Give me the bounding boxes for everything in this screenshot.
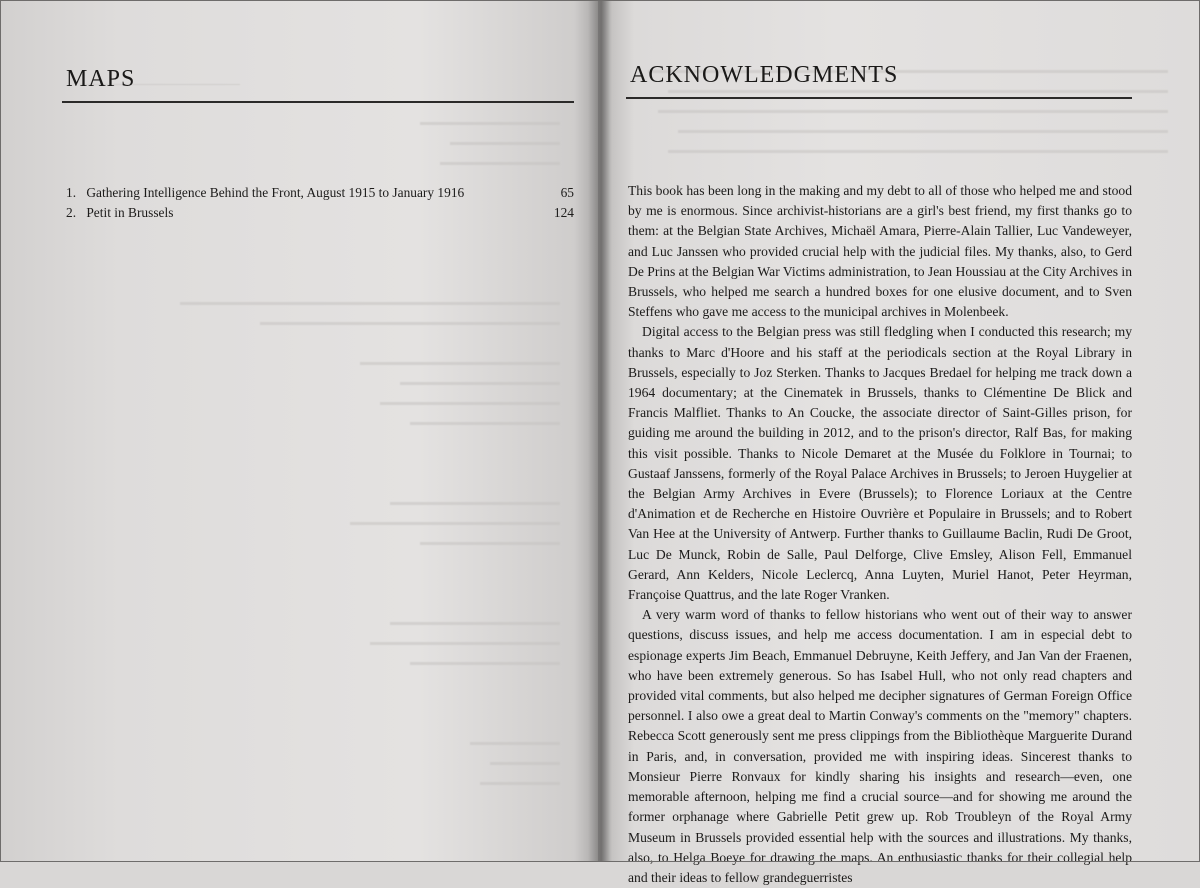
- map-entry-page: 65: [560, 185, 574, 200]
- maps-list: [66, 183, 574, 223]
- paragraph: A very warm word of thanks to fellow historians who went out of their way to answer questions, discuss issues, and help me access documentation. I am in especial debt to espionage experts Jim Beach, Emmanuel Debruyne, Keith Jeffery, and Jan Van der Fraenen, who have been extremely generous. So has Isabel Hull, who not only read chapters and provided vital comments, but also helped me decipher signatures of German Foreign Office personnel. I also owe a great deal to Martin Conway's comments on the "memory" chapters. Rebecca Scott generously sent me press clippings from the Bibliothèque Marguerite Durand in Paris, and, in conversation, provided me with inspiring ideas. Sincerest thanks to Monsieur Pierre Ronvaux for kindly sharing his insights and research—even, one memorable afternoon, helping me find a crucial source—and for showing me around the former orphanage where Gabrielle Petit grew up. Rob Troubleyn of the Royal Army Museum in Brussels provided essential help with the sources and illustrations. My thanks, also, to Helga Boeye for drawing the maps. An enthusiastic thanks for their collegial help and their ideas to fellow grandeguerristes: [628, 607, 1132, 885]
- acknowledgments-text: [628, 181, 1132, 888]
- paragraph: Digital access to the Belgian press was still fledgling when I conducted this research; my thanks to Marc d'Hoore and his staff at the periodicals section at the Royal Library in Brussels, especially to Joz Sterken. Thanks to Jacques Bredael for helping me track down a 1964 documentary; at the Cinematek in Brussels, thanks to Clémentine De Blick and Francis Malfliet. Thanks to An Coucke, the associate director of Saint-Gilles prison, for guiding me around the building in 2012, and to the prison's director, Ralf Bas, for making this visit possible. Thanks to Nicole Demaret at the Musée du Folklore in Tournai; to Gustaaf Janssens, formerly of the Royal Palace Archives in Brussels; to Jeroen Huygelier at the Belgian Army Archives in Evere (Brussels); to Florence Loriaux at the Centre d'Animation et de Recherche en Histoire Ouvrière et Populaire in Brussels; and to Robert Van Hee at the University of Antwerp. Further thanks to Guillaume Baclin, Rudi De Groot, Luc De Munck, Robin de Salle, Paul Delforge, Clive Emsley, Alison Fell, Emmanuel Gerard, Ann Kelders, Nicole Leclercq, Anna Luyten, Muriel Hanot, Peter Heyrman, Françoise Quattrus, and the late Roger Vranken.: [628, 324, 1132, 603]
- book-gutter-shadow: [588, 0, 612, 862]
- map-entry-page: 124: [553, 205, 574, 220]
- acknowledgments-heading: ACKNOWLEDGMENTS: [630, 62, 899, 88]
- map-entry: [66, 183, 574, 203]
- acknowledgments-heading-rule: [626, 97, 1132, 99]
- map-entry-title-wrap: [66, 203, 173, 223]
- maps-heading-rule: [62, 101, 574, 103]
- map-entry-number: 2.: [66, 205, 77, 220]
- left-page: [0, 0, 598, 862]
- maps-heading: MAPS: [66, 66, 136, 92]
- show-through-texture: [70, 62, 570, 822]
- paragraph: This book has been long in the making and my debt to all of those who helped me and stood by me is enormous. Since archivist-historians are a girl's best friend, my first thanks go to them: at the Belgian State Archives, Michaël Amara, Pierre-Alain Tallier, Luc Vandeweyer, and Luc Janssen who provided crucial help with the judicial files. My thanks, also, to Gerd De Prins at the Belgian War Victims administration, to Jean Houssiau at the City Archives in Brussels, who helped me search a hundred boxes for one elusive document, and to Sven Steffens who gave me access to the municipal archives in Molenbeek.: [628, 183, 1132, 320]
- map-entry-title-wrap: [66, 183, 464, 203]
- map-entry-number: 1.: [66, 185, 77, 200]
- map-entry: [66, 203, 574, 223]
- map-entry-title: Gathering Intelligence Behind the Front, August 1915 to January 1916: [86, 185, 465, 200]
- map-entry-title: Petit in Brussels: [86, 205, 174, 220]
